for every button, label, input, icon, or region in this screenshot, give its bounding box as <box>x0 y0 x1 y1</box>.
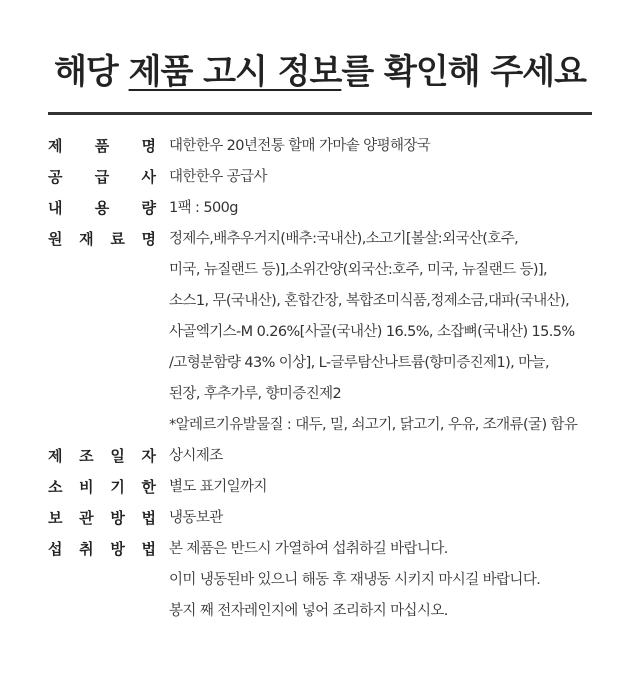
info-value <box>169 472 267 503</box>
label-char: 품 <box>94 137 110 155</box>
info-value-line: 상시제조 <box>169 448 223 464</box>
label-char: 방 <box>110 509 125 527</box>
label-char: 법 <box>141 509 156 527</box>
label-char: 소 <box>48 478 63 496</box>
info-label <box>48 162 156 193</box>
label-char: 량 <box>141 199 156 217</box>
info-label <box>48 224 156 255</box>
info-label <box>48 472 156 503</box>
info-label <box>48 441 156 472</box>
info-value <box>169 441 223 472</box>
info-value-line: 된장, 후추가루, 향미증진제2 <box>169 386 342 402</box>
info-value-line: *알레르기유발물질 : 대두, 밀, 쇠고기, 닭고기, 우유, 조개류(굴) 함유 <box>169 417 578 433</box>
label-char: 제 <box>48 447 63 465</box>
info-row-product-name <box>48 131 628 162</box>
label-char: 제 <box>48 137 63 155</box>
label-char: 명 <box>141 230 156 248</box>
title-divider <box>48 112 592 115</box>
title-highlight: 제품 고시 정보 <box>128 52 342 92</box>
info-value-line: 소스1, 무(국내산), 혼합간장, 복합조미식품,정제소금,대파(국내산), <box>169 293 570 309</box>
info-value-line: 이미 냉동된바 있으니 해동 후 재냉동 시키지 마시길 바랍니다. <box>169 572 541 588</box>
label-char: 자 <box>141 447 156 465</box>
info-row-storage <box>48 503 628 534</box>
info-label <box>48 534 156 565</box>
info-value <box>169 534 540 627</box>
title-suffix: 를 확인해 주세요 <box>341 52 586 92</box>
label-char: 급 <box>94 168 110 186</box>
info-value-line: 대한한우 20년전통 할매 가마솥 양평해장국 <box>169 138 431 154</box>
label-char: 비 <box>79 478 94 496</box>
info-value-line: 정제수,배추우거지(배추:국내산),소고기[볼살:외국산(호주, <box>169 231 519 247</box>
info-value-line: 봉지 째 전자레인지에 넣어 조리하지 마십시오. <box>169 603 448 619</box>
label-char: 취 <box>79 540 94 558</box>
info-row-contents <box>48 193 628 224</box>
info-value-line: 1팩 : 500g <box>169 200 238 216</box>
product-info-table <box>48 131 628 627</box>
label-char: 공 <box>48 168 63 186</box>
info-row-ingredients <box>48 224 628 441</box>
info-value-line: 미국, 뉴질랜드 등)],소위간양(외국산:호주, 미국, 뉴질랜드 등)], <box>169 262 548 278</box>
info-value-line: 본 제품은 반드시 가열하여 섭취하길 바랍니다. <box>169 541 448 557</box>
page-title-wrap <box>0 44 640 93</box>
label-char: 조 <box>79 447 94 465</box>
label-char: 일 <box>110 447 125 465</box>
info-label <box>48 193 156 224</box>
info-value <box>169 224 577 441</box>
info-value-line: 사골엑기스-M 0.26%[사골(국내산) 16.5%, 소잡뼈(국내산) 15.5% <box>169 324 575 340</box>
label-char: 용 <box>94 199 110 217</box>
label-char: 재 <box>79 230 94 248</box>
label-char: 명 <box>141 137 156 155</box>
label-char: 방 <box>110 540 125 558</box>
page-title <box>54 52 586 92</box>
label-char: 내 <box>48 199 63 217</box>
info-value <box>169 162 267 193</box>
info-label <box>48 131 156 162</box>
info-value-line: 별도 표기일까지 <box>169 479 267 495</box>
info-value <box>169 503 223 534</box>
label-char: 사 <box>141 168 156 186</box>
info-row-expiry <box>48 472 628 503</box>
info-label <box>48 503 156 534</box>
info-row-supplier <box>48 162 628 193</box>
label-char: 한 <box>141 478 156 496</box>
info-row-cooking <box>48 534 628 627</box>
info-value-line: /고형분함량 43% 이상], L-글루탐산나트륨(향미증진제1), 마늘, <box>169 355 549 371</box>
label-char: 관 <box>79 509 94 527</box>
label-char: 원 <box>48 230 63 248</box>
info-value <box>169 193 238 224</box>
label-char: 법 <box>141 540 156 558</box>
label-char: 기 <box>110 478 125 496</box>
info-value-line: 냉동보관 <box>169 510 223 526</box>
title-prefix: 해당 <box>54 52 129 92</box>
label-char: 료 <box>110 230 125 248</box>
info-value <box>169 131 430 162</box>
info-row-manufacture-date <box>48 441 628 472</box>
info-value-line: 대한한우 공급사 <box>169 169 267 185</box>
label-char: 섭 <box>48 540 63 558</box>
label-char: 보 <box>48 509 63 527</box>
